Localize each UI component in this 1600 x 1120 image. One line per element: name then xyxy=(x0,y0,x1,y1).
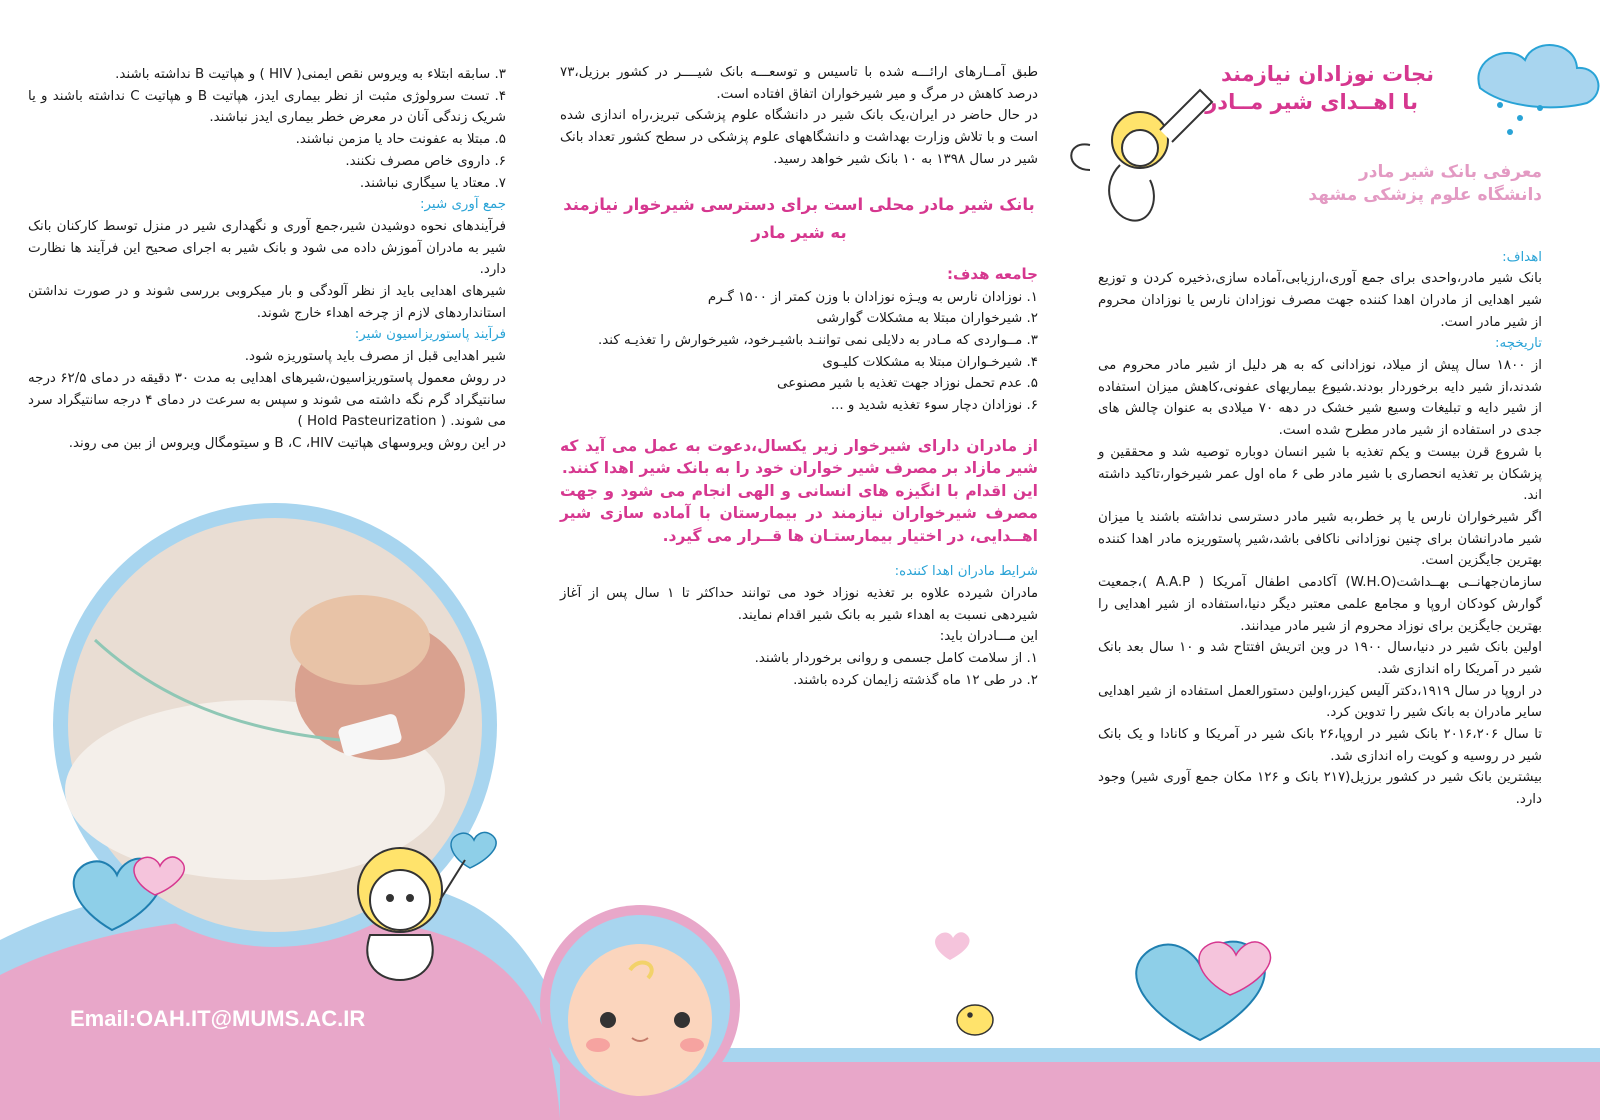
list-item: ۷. معتاد یا سیگاری نباشند. xyxy=(359,175,506,191)
target-heading: جامعه هدف: xyxy=(946,265,1038,284)
contact-email: Email:OAH.IT@MUMS.AC.IR xyxy=(70,1006,366,1031)
list-item: ۴. شیرخـواران مبتلا به مشکلات کلیـوی xyxy=(822,354,1038,370)
history-paragraph: اولین بانک شیر در دنیا،سال ۱۹۰۰ در وین اتریش افتتاح شد و ۱۰ سال بعد بانک شیر در آمریکا راه اندازی شد. xyxy=(1098,640,1542,677)
history-paragraph: تا سال ۲۰۱۶،۲۰۶ بانک شیر در اروپا،۲۶ بانک شیر در آمریکا و کانادا و یک بانک شیر در روسیه و کویت راه اندازی شد. xyxy=(1098,727,1542,764)
middle-panel xyxy=(560,62,1038,691)
left-panel xyxy=(28,64,506,455)
right-panel xyxy=(1098,60,1542,811)
highlight-statement: بانک شیر مادر محلی است برای دسترسی شیرخوار نیازمند به شیر مادر xyxy=(563,194,1035,243)
history-paragraph: بیشترین بانک شیر در کشور برزیل(۲۱۷ بانک و ۱۲۶ مکان جمع آوری شیر) وجود دارد. xyxy=(1098,770,1543,808)
pasteur-text: شیر اهدایی قبل از مصرف باید پاستوریزه شود. xyxy=(244,349,506,365)
history-paragraph: در اروپا در سال ۱۹۱۹،دکتر آلیس کیزر،اولین دستورالعمل استفاده از شیر اهدایی سایر مادران به بانک شیر را تدوین کرد. xyxy=(1098,683,1543,721)
intro-text: طبق آمــارهای ارائـــه شده با تاسیس و توسعـــه بانک شیــــر در کشور برزیل،۷۳ درصد کاهش در مرگ و میر شیرخواران اتفاق افتاده است. xyxy=(560,65,1038,102)
appeal-text: از مادران دارای شیرخوار زیر یکسال،دعوت به عمل می آید که شیر مازاد بر مصرف شیر خواران خود را به بانک شیر اهدا کنند. xyxy=(560,436,1038,478)
blue-heart xyxy=(451,832,496,868)
list-item: ۶. داروی خاص مصرف نکنند. xyxy=(345,153,506,169)
collect-heading: جمع آوری شیر: xyxy=(420,197,506,213)
list-item: ۲. شیرخواران مبتلا به مشکلات گوارشی xyxy=(816,311,1038,327)
goals-text: بانک شیر مادر،واحدی برای جمع آوری،ارزیابی،آماده سازی،ذخیره کردن و توزیع شیر اهدایی از مادران اهدا کننده جهت مصرف نوزادان نارس یا نوزادان محروم از شیر مادر است. xyxy=(1098,271,1542,330)
pasteur-text-3: در این روش ویروسهای هپاتیت B ،C ،HIV و سیتومگال ویروس از بین می روند. xyxy=(68,435,506,451)
list-item: ۲. در طی ۱۲ ماه گذشته زایمان کرده باشند. xyxy=(793,672,1038,688)
donor-text: مادران شیرده علاوه بر تغذیه نوزاد خود می توانند حداکثر تا ۱ سال پس از آغاز شیردهی نسبت به اهداء شیر به بانک شیر اقدام نمایند. xyxy=(560,585,1038,623)
bird xyxy=(957,1005,993,1035)
pasteur-heading: فرآیند پاستوریزاسیون شیر: xyxy=(354,327,506,343)
collect-text-2: شیرهای اهدایی باید از نظر آلودگی و بار میکروبی بررسی شوند و در صورت نداشتن استانداردهای لازم از چرخه اهداء خارج شوند. xyxy=(28,284,506,321)
subtitle-line-1: معرفی بانک شیر مادر xyxy=(1359,161,1542,182)
list-item: ۴. تست سرولوژی مثبت از نظر بیماری ایدز، هپاتیت B و هپاتیت C نداشته باشند و یا شریک زندگی آنان در معرض خطر بیماری ایدز نباشند. xyxy=(28,88,507,126)
title-line-2: با اهــدای شیر مــادر xyxy=(1205,90,1418,115)
history-heading: تاریخچه: xyxy=(1495,336,1542,352)
pink-heart xyxy=(935,932,970,960)
brochure-title xyxy=(1098,60,1434,117)
list-item: ۶. نوزادان دچار سوء تغذیه شدید و ... xyxy=(830,398,1038,414)
history-paragraph: سازمان‌جهانــی بهــداشت(W.H.O) آکادمی اطفال آمریکا ( A.A.P )،جمعیت گوارش کودکان اروپا و مجامع علمی معتبر دیگر دنیا،استفاده از شیر اهدایی را بهترین جایگزین برای نوزاد محروم از شیر مادر میدانند. xyxy=(1098,575,1542,634)
list-item: ۵. عدم تحمل نوزاد جهت تغذیه با شیر مصنوعی xyxy=(777,376,1038,392)
donor-must: این مـــادران باید: xyxy=(939,629,1038,645)
list-item: ۱. از سلامت کامل جسمی و روانی برخوردار باشند. xyxy=(754,650,1038,666)
list-item: ۳. سابقه ابتلاء به ویروس نقص ایمنی( HIV ) و هپاتیت B نداشته باشند. xyxy=(115,67,506,82)
history-paragraph: از ۱۸۰۰ سال پیش از میلاد، نوزادانی که به هر دلیل از شیر مادر محروم می شدند،از شیر دایه برخوردار بودند.شیوع بیماریهای عفونی،کاهش میزان استفاده از شیر دایه و تبلیغات وسیع شیر خشک در دهه ۷۰ میلادی به عنوان چالش های جدی در استفاده از شیر مادر مطرح شده است. xyxy=(1098,358,1542,439)
brochure-subtitle xyxy=(1098,161,1542,207)
collect-text: فرآیندهای نحوه دوشیدن شیر،جمع آوری و نگهداری شیر در منزل توسط کارکنان بانک شیر به مادران آموزش داده می شود و بانک شیر به اجرای صحیح این فرآیند ها نظارت دارد. xyxy=(28,218,506,278)
donor-heading: شرایط مادران اهدا کننده: xyxy=(894,564,1038,580)
intro-text-2: در حال حاضر در ایران،یک بانک شیر در دانشگاه علوم پزشکی تبریز،راه اندازی شده است و با تلاش وزارت بهداشت و دانشگاههای علوم پزشکی در سطح کشور تعداد بانک شیر در سال ۱۳۹۸ به ۱۰ بانک شیر خواهد رسید. xyxy=(560,108,1038,167)
list-item: ۱. نوزادان نارس به ویـژه نوزادان با وزن کمتر از ۱۵۰۰ گـرم xyxy=(707,289,1038,305)
history-paragraph: اگر شیرخواران نارس یا پر خطر،به شیر مادر دسترسی نداشته باشند یا میزان شیر مادرانشان برای چنین نوزادانی ناکافی باشد،شیر پاستوریزه مادر اهدا کننده بهترین جایگزین است. xyxy=(1098,510,1542,569)
list-item: ۵. مبتلا به عفونت حاد یا مزمن نباشند. xyxy=(295,132,506,148)
donor-list xyxy=(560,648,1038,691)
subtitle-line-2: دانشگاه علوم پزشکی مشهد xyxy=(1308,184,1542,205)
appeal-text-2: این اقدام با انگیزه های انسانی و الهی انجام می شود و جهت مصرف شیرخواران نیازمند در بیمارستان با آماده سازی شیر اهــدایی، در اختیار بیمارستـان ها قــرار می گیرد. xyxy=(560,481,1038,545)
goals-heading: اهداف: xyxy=(1502,249,1542,265)
title-line-1: نجات نوزادان نیازمند xyxy=(1220,62,1434,86)
donor-list-continued xyxy=(28,64,506,194)
list-item: ۳. مــواردی که مـادر به دلایلی نمی تواننـد باشیـرخود، شیرخوارش را تغذیـه کند. xyxy=(598,332,1038,348)
target-list xyxy=(560,287,1038,417)
pasteur-text-2: در روش معمول پاستوریزاسیون،شیرهای اهدایی به مدت ۳۰ دقیقه در دمای ۶۲/۵ درجه سانتیگراد گرم نگه داشته می شوند و سپس به سرعت در دمای ۴ درجه سانتیگراد سرد می شوند. ( Hold Pasteurization ) xyxy=(28,370,506,430)
history-paragraph: با شروع قرن بیست و یکم تغذیه با شیر انسان دوباره توصیه شد و محققین و پزشکان بر تغذیه انحصاری با شیر مادر طی ۶ ماه اول عمر شیرخوار،تاکید داشته اند. xyxy=(1098,444,1542,504)
